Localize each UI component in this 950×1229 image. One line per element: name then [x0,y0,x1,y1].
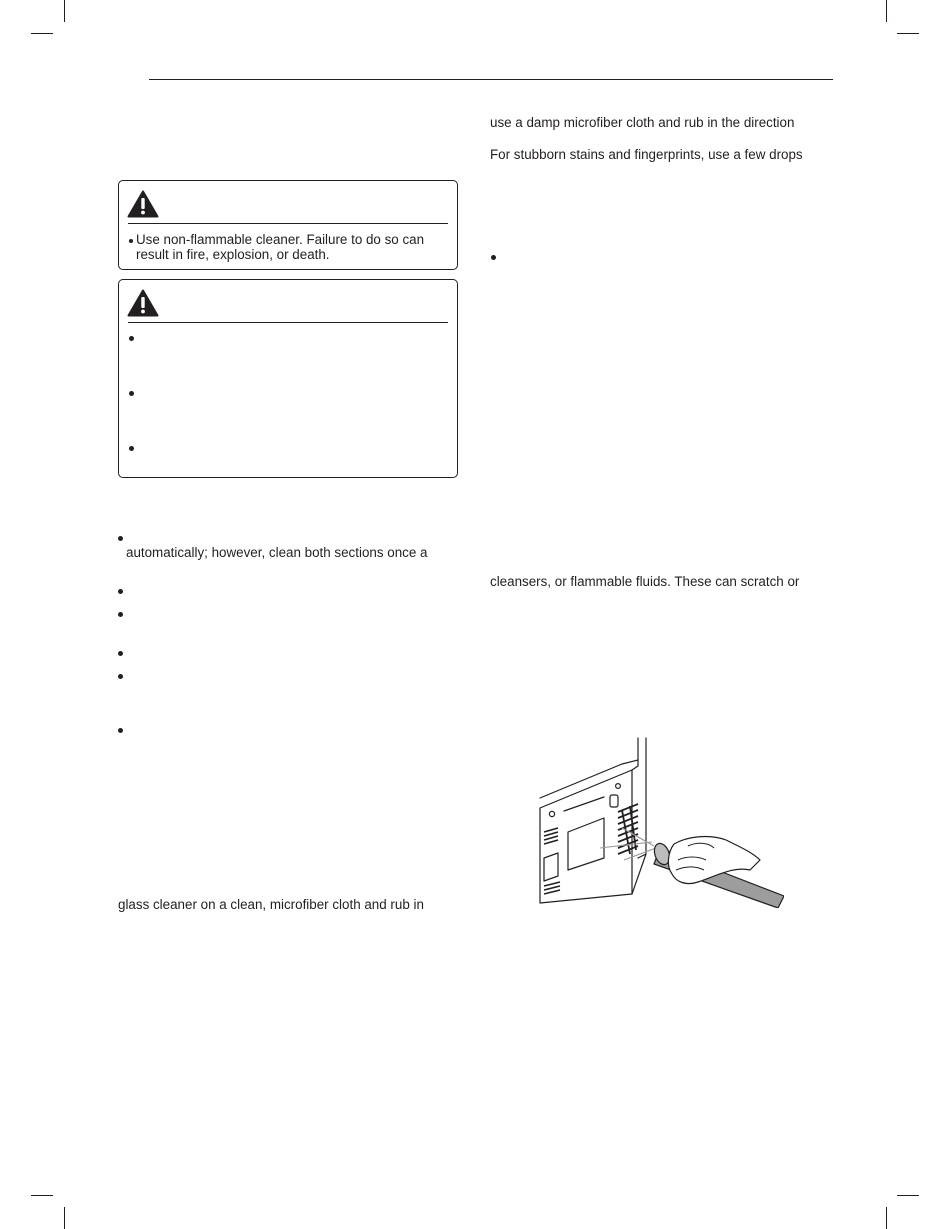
crop-mark [897,33,919,34]
warning-text-line: Use non-flammable cleaner. Failure to do so can [136,232,425,247]
bullet [118,651,123,656]
crop-mark [64,1207,65,1229]
bullet [118,589,123,594]
bullet [118,536,123,541]
warning-box [118,180,458,270]
bullet [129,239,133,243]
crop-mark [886,1207,887,1229]
bullet [118,674,123,679]
bullet [118,728,123,733]
caution-box [118,279,458,478]
crop-mark [897,1195,919,1196]
bullet [129,446,134,451]
crop-mark [64,0,65,22]
body-text-line: use a damp microfiber cloth and rub in the direction [490,115,795,130]
warning-triangle-icon [127,190,159,218]
warning-triangle-icon [127,289,159,317]
body-text-line: For stubborn stains and fingerprints, use a few drops [490,147,803,162]
body-text-line: automatically; however, clean both sections once a [126,545,428,560]
header-rule [149,79,833,80]
warning-text-line: result in fire, explosion, or death. [136,247,330,262]
bullet [129,336,134,341]
crop-mark [886,0,887,22]
box-header-rule [128,223,448,224]
bullet [129,391,134,396]
body-text-line: glass cleaner on a clean, microfiber cloth and rub in [118,897,424,912]
bullet [118,612,123,617]
crop-mark [31,1195,53,1196]
vacuum-vent-illustration [538,736,784,908]
bullet [491,255,496,260]
body-text-line: cleansers, or flammable fluids. These can scratch or [490,574,800,589]
box-header-rule [128,322,448,323]
crop-mark [31,33,53,34]
